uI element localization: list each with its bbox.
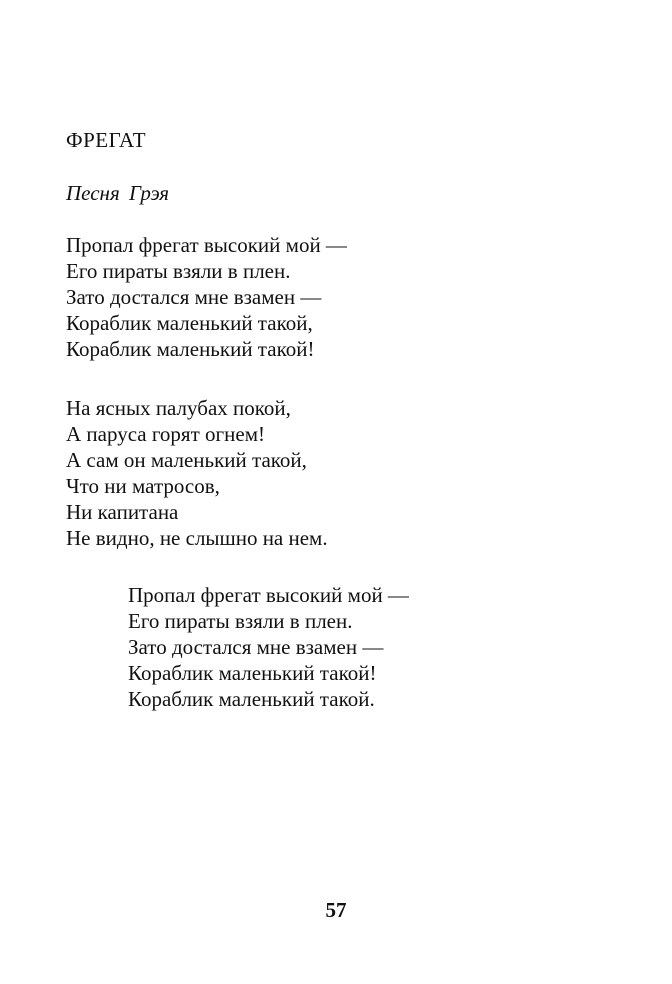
- poem-line: На ясных палубах покой,: [66, 396, 291, 420]
- stanza-1: [66, 232, 347, 362]
- stanza-2: [66, 395, 328, 551]
- poem-line: Зато достался мне взамен —: [66, 285, 322, 309]
- poem-line: А паруса горят огнем!: [66, 422, 265, 446]
- poem-line: Пропал фрегат высокий мой —: [66, 233, 347, 257]
- poem-line: Кораблик маленький такой.: [128, 687, 375, 711]
- poem-line: Кораблик маленький такой!: [66, 337, 315, 361]
- poem-line: Пропал фрегат высокий мой —: [128, 583, 409, 607]
- poem-line: Его пираты взяли в плен.: [128, 609, 353, 633]
- poem-line: Что ни матросов,: [66, 474, 220, 498]
- poem-line: А сам он маленький такой,: [66, 448, 307, 472]
- poem-line: Его пираты взяли в плен.: [66, 259, 291, 283]
- poem-line: Ни капитана: [66, 500, 179, 524]
- poem-subtitle: Песня Грэя: [66, 181, 170, 205]
- poem-line: Кораблик маленький такой,: [66, 311, 313, 335]
- poem-line: Зато достался мне взамен —: [128, 635, 384, 659]
- stanza-3-refrain: [128, 582, 409, 712]
- poem-title: ФРЕГАТ: [66, 128, 147, 152]
- page-number: 57: [325, 898, 347, 922]
- poem-line: Не видно, не слышно на нем.: [66, 526, 328, 550]
- poem-line: Кораблик маленький такой!: [128, 661, 377, 685]
